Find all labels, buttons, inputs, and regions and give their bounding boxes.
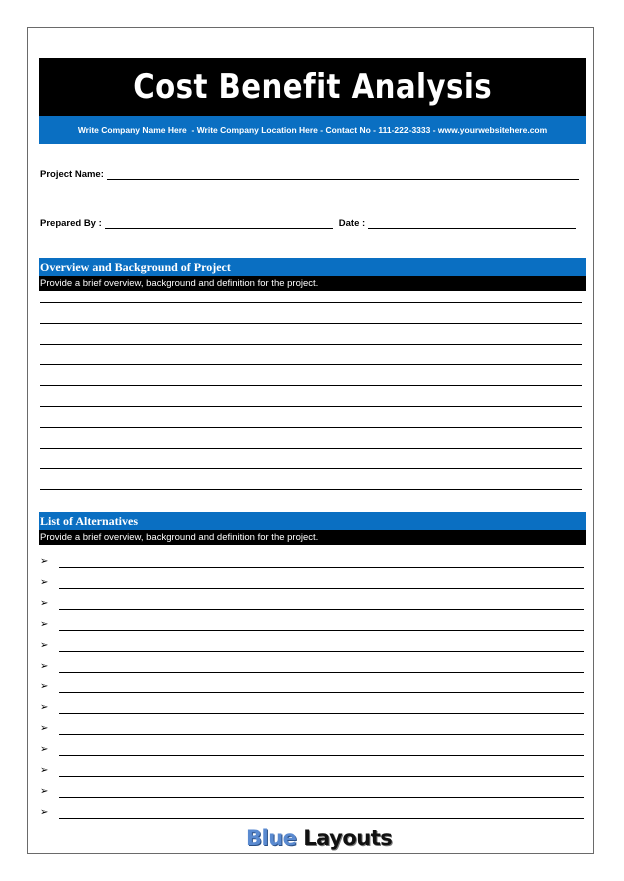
alternative-write-line[interactable]: [59, 818, 584, 819]
alternative-write-line[interactable]: [59, 588, 584, 589]
arrow-bullet-icon: ➢: [40, 661, 49, 672]
overview-write-line[interactable]: [40, 323, 582, 324]
overview-write-line[interactable]: [40, 302, 582, 303]
alternatives-heading: List of Alternatives: [39, 512, 586, 530]
alternative-write-line[interactable]: [59, 734, 584, 735]
overview-write-line[interactable]: [40, 427, 582, 428]
alternatives-subheading: Provide a brief overview, background and definition for the project.: [39, 530, 586, 545]
company-info-bar: Write Company Name Here - Write Company Location Here - Contact No - 111-222-3333 - www.yourwebsitehere.com: [39, 116, 586, 144]
alternative-write-line[interactable]: [59, 797, 584, 798]
prepared-by-row: [40, 218, 576, 229]
arrow-bullet-icon: ➢: [40, 744, 49, 755]
alternative-write-line[interactable]: [59, 713, 584, 714]
arrow-bullet-icon: ➢: [40, 619, 49, 630]
alternative-item: [40, 807, 585, 821]
alternative-item: [40, 661, 585, 675]
alternative-item: [40, 619, 585, 633]
overview-write-line[interactable]: [40, 344, 582, 345]
alternative-item: [40, 556, 585, 570]
prepared-by-label: Prepared By :: [40, 218, 102, 229]
alternative-write-line[interactable]: [59, 651, 584, 652]
blue-layouts-logo: [246, 826, 392, 850]
arrow-bullet-icon: ➢: [40, 556, 49, 567]
overview-write-line[interactable]: [40, 448, 582, 449]
date-label: Date :: [338, 218, 366, 229]
prepared-by-field[interactable]: [105, 220, 333, 229]
overview-write-line[interactable]: [40, 468, 582, 469]
arrow-bullet-icon: ➢: [40, 786, 49, 797]
alternative-item: [40, 723, 585, 737]
arrow-bullet-icon: ➢: [40, 598, 49, 609]
alternative-write-line[interactable]: [59, 609, 584, 610]
arrow-bullet-icon: ➢: [40, 640, 49, 651]
project-name-label: Project Name:: [40, 169, 104, 180]
arrow-bullet-icon: ➢: [40, 702, 49, 713]
arrow-bullet-icon: ➢: [40, 577, 49, 588]
alternative-item: [40, 640, 585, 654]
alternative-write-line[interactable]: [59, 567, 584, 568]
arrow-bullet-icon: ➢: [40, 807, 49, 818]
alternative-item: [40, 681, 585, 695]
alternative-item: [40, 702, 585, 716]
alternative-item: [40, 765, 585, 779]
alternative-write-line[interactable]: [59, 672, 584, 673]
project-name-field[interactable]: [107, 171, 579, 180]
overview-heading: Overview and Background of Project: [39, 258, 586, 276]
alternative-item: [40, 598, 585, 612]
logo-word-layouts: Layouts: [303, 826, 393, 850]
alternative-write-line[interactable]: [59, 692, 584, 693]
arrow-bullet-icon: ➢: [40, 765, 49, 776]
logo-word-blue: Blue: [246, 826, 297, 850]
alternative-write-line[interactable]: [59, 776, 584, 777]
alternative-item: [40, 577, 585, 591]
document-title-bar: [39, 58, 586, 116]
arrow-bullet-icon: ➢: [40, 681, 49, 692]
project-name-row: [40, 169, 579, 180]
overview-write-line[interactable]: [40, 385, 582, 386]
overview-write-line[interactable]: [40, 489, 582, 490]
alternative-item: [40, 786, 585, 800]
alternative-item: [40, 744, 585, 758]
arrow-bullet-icon: ➢: [40, 723, 49, 734]
alternative-write-line[interactable]: [59, 755, 584, 756]
document-title: Cost Benefit Analysis: [133, 67, 492, 107]
alternative-write-line[interactable]: [59, 630, 584, 631]
date-field[interactable]: [368, 220, 576, 229]
overview-write-line[interactable]: [40, 364, 582, 365]
overview-write-line[interactable]: [40, 406, 582, 407]
overview-subheading: Provide a brief overview, background and definition for the project.: [39, 276, 586, 291]
